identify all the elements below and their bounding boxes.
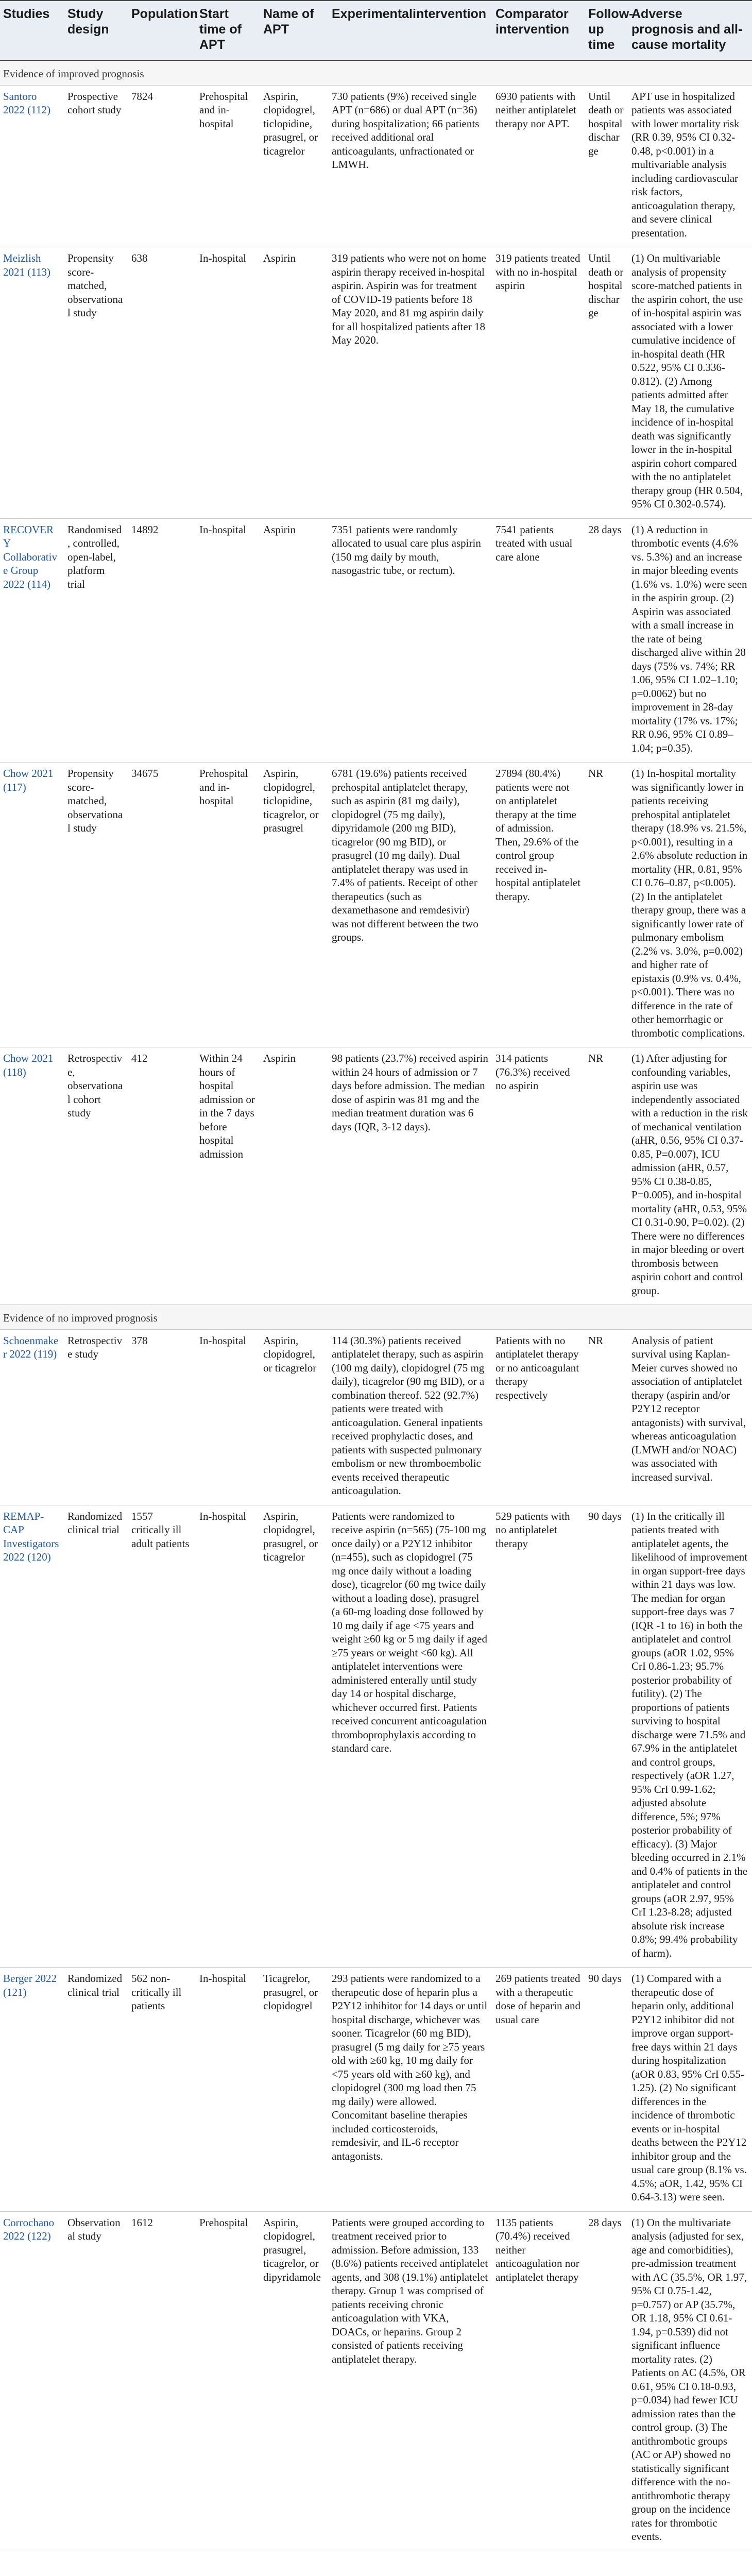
cell-follow-up: Until death or hospital discharge — [585, 85, 628, 247]
cell-outcome: (1) On multivariable analysis of propensity score-matched patients in the aspirin cohort, the use of in-hospital aspirin was associated with a lower cumulative incidence of in-hospital death (HR 0.522, 95% CI 0.336-0.812). (2) Among patients admitted after May 18, the cumulative incidence of in-hospital death was significantly lower in the in-hospital aspirin cohort compared with the no antiplatelet therapy group (HR 0.504, 95% CI 0.302-0.574). — [628, 247, 752, 519]
cell-experimental: Patients were grouped according to treatment received prior to admission. Before admission, 133 (8.6%) patients received antiplatelet agents, and 308 (19.1%) antiplatelet therapy. Group 1 was comprised of patients receiving chronic anticoagulation with VKA, DOACs, or heparins. Group 2 consisted of patients receiving antiplatelet therapy. — [329, 2211, 492, 2551]
cell-apt-name: Ticagrelor, prasugrel, or clopidogrel — [260, 1968, 329, 2212]
header-outcome: Adverse prognosis and all-cause mortality — [628, 1, 752, 60]
table-body — [0, 60, 752, 2551]
cell-apt-name: Aspirin, clopidogrel, prasugrel, ticagrelor, or dipyridamole — [260, 2211, 329, 2551]
cell-start-time: In-hospital — [196, 518, 260, 762]
cell-population: 378 — [128, 1329, 196, 1505]
cell-study[interactable]: Santoro 2022 (112) — [0, 85, 64, 247]
cell-experimental: 98 patients (23.7%) received aspirin within 24 hours of admission or 7 days before admission. The median dose of aspirin was 81 mg and the median treatment duration was 6 days (IQR, 3-12 days). — [329, 1047, 492, 1305]
cell-apt-name: Aspirin, clopidogrel, ticlopidine, prasugrel, or ticagrelor — [260, 85, 329, 247]
section-heading: Evidence of improved prognosis — [0, 60, 752, 85]
cell-experimental: 319 patients who were not on home aspirin therapy received in-hospital aspirin. Aspirin was for treatment of COVID-19 patients before 18 May 2020, and 81 mg aspirin daily for all hospitalized patients after 18 May 2020. — [329, 247, 492, 519]
cell-design: Randomized clinical trial — [64, 1968, 128, 2212]
cell-population: 638 — [128, 247, 196, 519]
header-studies: Studies — [0, 1, 64, 60]
cell-follow-up: NR — [585, 762, 628, 1047]
cell-population: 7824 — [128, 85, 196, 247]
cell-follow-up: NR — [585, 1047, 628, 1305]
cell-population: 562 non-critically ill patients — [128, 1968, 196, 2212]
cell-start-time: Within 24 hours of hospital admission or in the 7 days before hospital admission — [196, 1047, 260, 1305]
table-row — [0, 1968, 752, 2212]
cell-study[interactable]: REMAP-CAP Investigators 2022 (120) — [0, 1505, 64, 1968]
cell-experimental: 6781 (19.6%) patients received prehospital antiplatelet therapy, such as aspirin (81 mg daily), clopidogrel (75 mg daily), dipyridamole (200 mg BID), ticagrelor (90 mg BID), or prasugrel (10 mg daily). Dual antiplatelet therapy was used in 7.4% of patients. Receipt of other therapeutics (such as dexamethasone and remdesivir) was not different between the two groups. — [329, 762, 492, 1047]
cell-apt-name: Aspirin — [260, 518, 329, 762]
cell-design: Prospective cohort study — [64, 85, 128, 247]
cell-experimental: 114 (30.3%) patients received antiplatelet therapy, such as aspirin (100 mg daily), clopidogrel (75 mg daily), ticagrelor (90 mg BID), or a combination thereof. 522 (92.7%) patients were treated with anticoagulation. General inpatients received prophylactic doses, and patients with suspected pulmonary embolism or new thromboembolic events received therapeutic anticoagulation. — [329, 1329, 492, 1505]
cell-design: Retrospective, observational cohort study — [64, 1047, 128, 1305]
cell-apt-name: Aspirin — [260, 247, 329, 519]
cell-comparator: 7541 patients treated with usual care alone — [492, 518, 585, 762]
cell-comparator: 269 patients treated with a therapeutic dose of heparin and usual care — [492, 1968, 585, 2212]
table-row — [0, 85, 752, 247]
cell-population: 34675 — [128, 762, 196, 1047]
header-experimental: Experimentalintervention — [329, 1, 492, 60]
cell-outcome: (1) After adjusting for confounding variables, aspirin use was independently associated with a reduction in the risk of mechanical ventilation (aHR, 0.56, 95% CI 0.37-0.85, P=0.007), ICU admission (aHR, 0.57, 95% CI 0.38-0.85, P=0.005), and in-hospital mortality (aHR, 0.53, 95% CI 0.31-0.90, P=0.02). (2) There were no differences in major bleeding or overt thrombosis between aspirin cohort and control group. — [628, 1047, 752, 1305]
cell-start-time: Prehospital — [196, 2211, 260, 2551]
cell-design: Propensity score-matched, observational study — [64, 762, 128, 1047]
cell-outcome: (1) In the critically ill patients treated with antiplatelet agents, the likelihood of improvement in organ support-free days within 21 days was low. The median for organ support-free days was 7 (IQR -1 to 16) in both the antiplatelet and control groups (aOR 1.02, 95% CrI 0.86-1.23; 95.7% posterior probability of futility). (2) The proportions of patients surviving to hospital discharge were 71.5% and 67.9% in the antiplatelet and control groups, respectively (aOR 1.27, 95% CrI 0.99-1.62; adjusted absolute difference, 5%; 97% posterior probability of efficacy). (3) Major bleeding occurred in 2.1% and 0.4% of patients in the antiplatelet and control groups (aOR 2.97, 95% CrI 1.23-8.28; adjusted absolute risk increase 0.8%; 99.4% probability of harm). — [628, 1505, 752, 1968]
cell-design: Propensity score-matched, observational study — [64, 247, 128, 519]
cell-design: Observational study — [64, 2211, 128, 2551]
cell-comparator: 319 patients treated with no in-hospital aspirin — [492, 247, 585, 519]
cell-start-time: In-hospital — [196, 1968, 260, 2212]
header-start-time: Start time of APT — [196, 1, 260, 60]
cell-follow-up: 28 days — [585, 2211, 628, 2551]
cell-comparator: 314 patients (76.3%) received no aspirin — [492, 1047, 585, 1305]
cell-comparator: 27894 (80.4%) patients were not on antiplatelet therapy at the time of admission. Then, 29.6% of the control group received in-hospital antiplatelet therapy. — [492, 762, 585, 1047]
cell-population: 412 — [128, 1047, 196, 1305]
header-population: Population — [128, 1, 196, 60]
cell-start-time: In-hospital — [196, 247, 260, 519]
cell-apt-name: Aspirin, clopidogrel, ticlopidine, ticagrelor, or prasugrel — [260, 762, 329, 1047]
cell-study[interactable]: Chow 2021 (117) — [0, 762, 64, 1047]
cell-outcome: (1) In-hospital mortality was significantly lower in patients receiving prehospital antiplatelet therapy (18.9% vs. 21.5%, p<0.001), resulting in a 2.6% absolute reduction in mortality (HR, 0.81, 95% CI 0.76–0.87, p<0.005). (2) In the antiplatelet therapy group, there was a significantly lower rate of pulmonary embolism (2.2% vs. 3.0%, p=0.002) and higher rate of epistaxis (0.9% vs. 0.4%, p<0.001). There was no difference in the rate of other hemorrhagic or thrombotic complications. — [628, 762, 752, 1047]
cell-population: 14892 — [128, 518, 196, 762]
cell-design: Randomized clinical trial — [64, 1505, 128, 1968]
header-name-of-apt: Name of APT — [260, 1, 329, 60]
cell-population: 1557 critically ill adult patients — [128, 1505, 196, 1968]
cell-start-time: Prehospital and in-hospital — [196, 85, 260, 247]
cell-experimental: 293 patients were randomized to a therapeutic dose of heparin plus a P2Y12 inhibitor for 14 days or until hospital discharge, whichever was sooner. Ticagrelor (60 mg BID), prasugrel (5 mg daily for ≥75 years old with ≥60 kg, 10 mg daily for <75 years old with ≥60 kg), and clopidogrel (300 mg load then 75 mg daily) were allowed. Concomitant baseline therapies included corticosteroids, remdesivir, and IL-6 receptor antagonists. — [329, 1968, 492, 2212]
cell-outcome: (1) Compared with a therapeutic dose of heparin only, additional P2Y12 inhibitor did not improve organ support-free days within 21 days during hospitalization (aOR 0.83, 95% CrI 0.55-1.25). (2) No significant differences in the incidence of thrombotic events or in-hospital deaths between the P2Y12 inhibitor group and the usual care group (8.1% vs. 4.5%; aOR, 1.42, 95% CI 0.64-3.13) were seen. — [628, 1968, 752, 2212]
header-row — [0, 1, 752, 60]
cell-experimental: 7351 patients were randomly allocated to usual care plus aspirin (150 mg daily by mouth, nasogastric tube, or rectum). — [329, 518, 492, 762]
table-row — [0, 518, 752, 762]
table-row — [0, 762, 752, 1047]
cell-outcome: APT use in hospitalized patients was associated with lower mortality risk (RR 0.39, 95% CI 0.32-0.48, p<0.001) in a multivariable analysis including cardiovascular risk factors, anticoagulation therapy, and severe clinical presentation. — [628, 85, 752, 247]
cell-start-time: In-hospital — [196, 1505, 260, 1968]
cell-experimental: Patients were randomized to receive aspirin (n=565) (75-100 mg once daily) or a P2Y12 inhibitor (n=455), such as clopidogrel (75 mg once daily without a loading dose), ticagrelor (60 mg twice daily without a loading dose), prasugrel (a 60-mg loading dose followed by 10 mg daily if age <75 years and weight ≥60 kg or 5 mg daily if aged ≥75 years or weight <60 kg). All antiplatelet interventions were administered enterally until study day 14 or hospital discharge, whichever occurred first. Patients received concurrent anticoagulation thromboprophylaxis according to standard care. — [329, 1505, 492, 1968]
table-row — [0, 247, 752, 519]
cell-study[interactable]: RECOVERY Collaborative Group 2022 (114) — [0, 518, 64, 762]
cell-experimental: 730 patients (9%) received single APT (n=686) or dual APT (n=36) during hospitalization; 66 patients received additional oral anticoagulants, unfractionated or LMWH. — [329, 85, 492, 247]
section-row — [0, 60, 752, 85]
header-study-design: Study design — [64, 1, 128, 60]
cell-study[interactable]: Corrochano 2022 (122) — [0, 2211, 64, 2551]
cell-comparator: 1135 patients (70.4%) received neither anticoagulation nor antiplatelet therapy — [492, 2211, 585, 2551]
header-follow-up: Follow-up time — [585, 1, 628, 60]
cell-study[interactable]: Schoenmaker 2022 (119) — [0, 1329, 64, 1505]
cell-start-time: In-hospital — [196, 1329, 260, 1505]
section-heading: Evidence of no improved prognosis — [0, 1305, 752, 1330]
cell-design: Randomised, controlled, open-label, platform trial — [64, 518, 128, 762]
cell-study[interactable]: Berger 2022 (121) — [0, 1968, 64, 2212]
cell-outcome: (1) On the multivariate analysis (adjusted for sex, age and comorbidities), pre-admission treatment with AC (35.5%, OR 1.97, 95% CI 0.75-1.42, p=0.757) or AP (35.7%, OR 1.18, 95% CI 0.61-1.94, p=0.539) did not significant influence mortality rates. (2) Patients on AC (4.5%, OR 0.61, 95% CI 0.18-0.93, p=0.034) had fewer ICU admission rates than the control group. (3) The antithrombotic groups (AC or AP) showed no statistically significant difference with the no-antithrombotic therapy group on the incidence rates for thrombotic events. — [628, 2211, 752, 2551]
cell-follow-up: Until death or hospital discharge — [585, 247, 628, 519]
cell-population: 1612 — [128, 2211, 196, 2551]
cell-start-time: Prehospital and in-hospital — [196, 762, 260, 1047]
cell-apt-name: Aspirin, clopidogrel, prasugrel, or ticagrelor — [260, 1505, 329, 1968]
table-row — [0, 1505, 752, 1968]
cell-apt-name: Aspirin — [260, 1047, 329, 1305]
table-row — [0, 1047, 752, 1305]
table-row — [0, 1329, 752, 1505]
cell-outcome: Analysis of patient survival using Kaplan-Meier curves showed no association of antiplatelet therapy (aspirin and/or P2Y12 receptor antagonists) with survival, whereas anticoagulation (LMWH and/or NOAC) was associated with increased survival. — [628, 1329, 752, 1505]
section-row — [0, 1305, 752, 1330]
cell-comparator: Patients with no antiplatelet therapy or no anticoagulant therapy respectively — [492, 1329, 585, 1505]
cell-design: Retrospective study — [64, 1329, 128, 1505]
cell-comparator: 6930 patients with neither antiplatelet therapy nor APT. — [492, 85, 585, 247]
cell-follow-up: 90 days — [585, 1505, 628, 1968]
cell-follow-up: 90 days — [585, 1968, 628, 2212]
header-comparator: Comparator intervention — [492, 1, 585, 60]
cell-outcome: (1) A reduction in thrombotic events (4.6% vs. 5.3%) and an increase in major bleeding events (1.6% vs. 1.0%) were seen in the aspirin group. (2) Aspirin was associated with a small increase in the rate of being discharged alive within 28 days (75% vs. 74%; RR 1.06, 95% CI 1.02–1.10; p=0.0062) but no improvement in 28-day mortality (17% vs. 17%; RR 0.96, 95% CI 0.89–1.04; p=0.35). — [628, 518, 752, 762]
cell-follow-up: NR — [585, 1329, 628, 1505]
cell-study[interactable]: Meizlish 2021 (113) — [0, 247, 64, 519]
cell-apt-name: Aspirin, clopidogrel, or ticagrelor — [260, 1329, 329, 1505]
cell-comparator: 529 patients with no antiplatelet therapy — [492, 1505, 585, 1968]
cell-follow-up: 28 days — [585, 518, 628, 762]
table-row — [0, 2211, 752, 2551]
cell-study[interactable]: Chow 2021 (118) — [0, 1047, 64, 1305]
